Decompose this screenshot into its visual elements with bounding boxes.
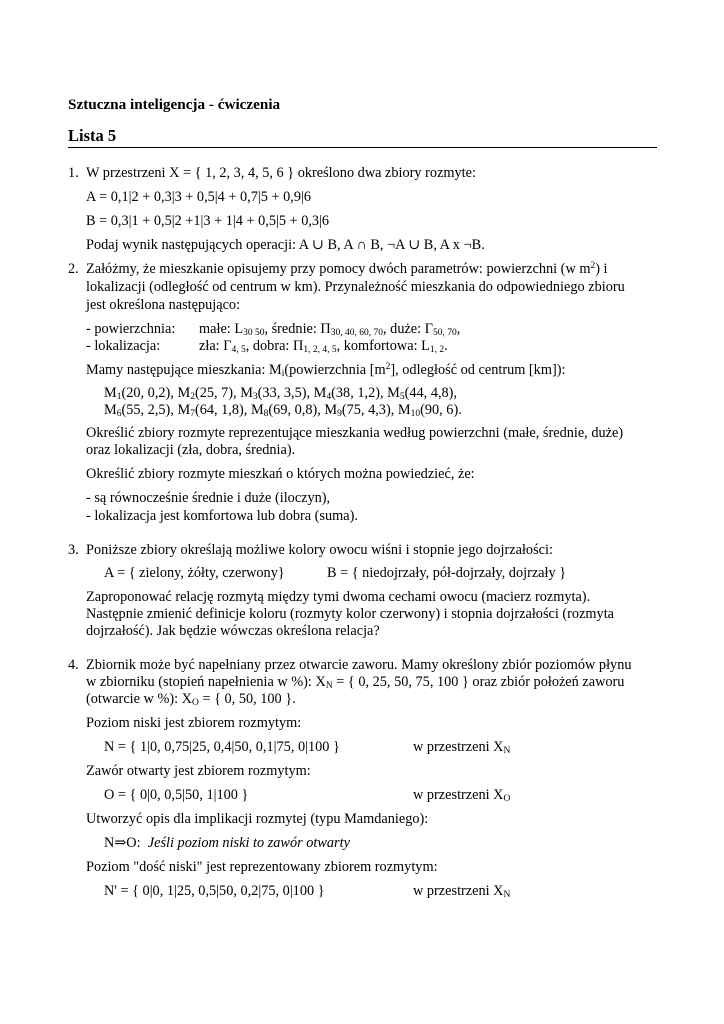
ex4-valve-set: O = { 0|0, 0,5|50, 1|100 } bbox=[104, 787, 249, 803]
ex1-intro: W przestrzeni X = { 1, 2, 3, 4, 5, 6 } określono dwa zbiory rozmyte: bbox=[86, 165, 476, 181]
ex4-valve-space-sub: O bbox=[503, 794, 511, 804]
area-medium: , średnie: Π bbox=[264, 321, 331, 337]
ex3-number: 3. bbox=[68, 542, 79, 558]
apartment-values: (38, 1,2), bbox=[331, 385, 388, 401]
apartment-symbol: M bbox=[397, 402, 411, 418]
ex4-valve-space-text: w przestrzeni X bbox=[413, 787, 504, 803]
apartment-values: (44, 4,8), bbox=[404, 385, 458, 401]
loc-good: , dobra: Π bbox=[245, 338, 304, 354]
ex4-valve-intro: Zawór otwarty jest zbiorem rozmytym: bbox=[86, 763, 311, 779]
ex4-fair-space-sub: N bbox=[503, 890, 511, 900]
ex4-intro3-sub: O bbox=[192, 698, 199, 708]
ex4-intro2-a: w zbiorniku (stopień napełnienia w %): X bbox=[86, 674, 326, 690]
apts-intro-a: Mamy następujące mieszkania: M bbox=[86, 362, 282, 378]
apartment-index: 1 bbox=[116, 392, 122, 402]
ex2-intro-sup: 2 bbox=[590, 261, 596, 271]
ex4-impl-rule bbox=[104, 835, 350, 852]
apts-intro-sup: 2 bbox=[385, 362, 391, 372]
apartment-symbol: M bbox=[104, 402, 117, 418]
ex3-task-line1: Zaproponować relację rozmytą między tymi dwoma cechami owocu (macierz rozmyta). bbox=[86, 589, 591, 605]
apartment-entry bbox=[240, 385, 313, 401]
apartment-index: 7 bbox=[190, 409, 195, 419]
apts-intro-index: i bbox=[281, 369, 285, 379]
apartment-entry bbox=[104, 402, 177, 418]
ex4-number: 4. bbox=[68, 657, 79, 673]
ex2-loc-label: - lokalizacja: bbox=[86, 338, 161, 354]
ex1-set-b: B = 0,3|1 + 0,5|2 +1|3 + 1|4 + 0,5|5 + 0,3|6 bbox=[86, 213, 330, 229]
loc-bad-params: 4, 5 bbox=[231, 345, 246, 355]
loc-comfort: , komfortowa: L bbox=[336, 338, 430, 354]
apartment-index: 4 bbox=[326, 392, 332, 402]
apartment-values: (25, 7), bbox=[194, 385, 241, 401]
ex2-condition2: - lokalizacja jest komfortowa lub dobra (suma). bbox=[86, 508, 358, 524]
ex4-valve-space bbox=[413, 787, 510, 804]
ex2-area-definition bbox=[199, 321, 460, 338]
apartment-entry bbox=[177, 402, 250, 418]
apartment-index: 9 bbox=[337, 409, 342, 419]
ex4-impl-symbol: N⇒O: bbox=[104, 835, 141, 851]
apartment-entry bbox=[177, 385, 240, 401]
ex2-area-label: - powierzchnia: bbox=[86, 321, 176, 337]
ex2-intro-line3: jest określona następująco: bbox=[86, 297, 241, 313]
loc-good-params: 1, 2, 4, 5 bbox=[303, 345, 337, 355]
ex4-low-space-sub: N bbox=[503, 746, 511, 756]
loc-bad: zła: Γ bbox=[199, 338, 232, 354]
ex4-intro2-b: = { 0, 25, 50, 75, 100 } oraz zbiór położeń zaworu bbox=[332, 674, 625, 690]
ex4-low-set: N = { 1|0, 0,75|25, 0,4|50, 0,1|75, 0|100 } bbox=[104, 739, 340, 755]
apartment-entry bbox=[314, 385, 387, 401]
apartment-index: 8 bbox=[263, 409, 269, 419]
apartment-symbol: M bbox=[324, 402, 338, 418]
ex1-set-a: A = 0,1|2 + 0,3|3 + 0,5|4 + 0,7|5 + 0,9|6 bbox=[86, 189, 312, 205]
ex2-apartments-row2 bbox=[104, 402, 462, 419]
ex4-impl-text: Jeśli poziom niski to zawór otwarty bbox=[147, 835, 350, 851]
ex4-intro3-b: = { 0, 50, 100 }. bbox=[198, 691, 296, 707]
apts-intro-b: (powierzchnia [m bbox=[284, 362, 386, 378]
apartment-symbol: M bbox=[177, 385, 191, 401]
apartment-values: (20, 0,2), bbox=[121, 385, 178, 401]
area-large: , duże: Γ bbox=[383, 321, 433, 337]
ex2-loc-definition bbox=[199, 338, 448, 355]
apartment-values: (55, 2,5), bbox=[121, 402, 178, 418]
area-medium-params: 30, 40, 60, 70 bbox=[330, 328, 384, 338]
ex3-intro: Poniższe zbiory określają możliwe kolory owocu wiśni i stopnie jego dojrzałości: bbox=[86, 542, 553, 558]
ex4-impl-intro: Utworzyć opis dla implikacji rozmytej (typu Mamdaniego): bbox=[86, 811, 429, 827]
ex4-intro-line1: Zbiornik może być napełniany przez otwarcie zaworu. Mamy określony zbiór poziomów płynu bbox=[86, 657, 632, 673]
apts-intro-c: ], odległość od centrum [km]): bbox=[390, 362, 566, 378]
area-large-params: 50, 70 bbox=[432, 328, 457, 338]
apartment-symbol: M bbox=[387, 385, 400, 401]
loc-end: . bbox=[444, 338, 448, 354]
apartment-entry bbox=[251, 402, 324, 418]
header-divider bbox=[68, 147, 657, 148]
ex2-intro-end: ) i bbox=[595, 261, 608, 277]
apartment-index: 3 bbox=[252, 392, 258, 402]
apartment-index: 2 bbox=[190, 392, 195, 402]
apartment-symbol: M bbox=[250, 402, 264, 418]
ex3-set-b: B = { niedojrzały, pół-dojrzały, dojrzały } bbox=[327, 565, 567, 581]
apartment-symbol: M bbox=[177, 402, 191, 418]
ex2-number: 2. bbox=[68, 261, 79, 277]
apartment-entry bbox=[387, 385, 457, 401]
ex4-fair-set: N' = { 0|0, 1|25, 0,5|50, 0,2|75, 0|100 } bbox=[104, 883, 325, 899]
ex2-apartments-intro bbox=[86, 362, 565, 379]
ex1-task: Podaj wynik następujących operacji: A ∪ B, A ∩ B, ¬A ∪ B, A x ¬B. bbox=[86, 237, 485, 253]
apartment-entry bbox=[324, 402, 397, 418]
ex4-low-intro: Poziom niski jest zbiorem rozmytym: bbox=[86, 715, 302, 731]
apartment-values: (75, 4,3), bbox=[341, 402, 398, 418]
apartment-index: 5 bbox=[399, 392, 405, 402]
ex3-task-line2: Następnie zmienić definicje koloru (rozmyty kolor czerwony) i stopnia dojrzałości (rozmyta bbox=[86, 606, 615, 622]
apartment-entry bbox=[104, 385, 177, 401]
apartment-symbol: M bbox=[240, 385, 253, 401]
apartment-index: 6 bbox=[116, 409, 122, 419]
apartment-entry bbox=[398, 402, 462, 418]
ex4-intro2-sub: N bbox=[325, 681, 333, 691]
ex4-fair-space bbox=[413, 883, 510, 900]
ex1-number: 1. bbox=[68, 165, 79, 181]
ex4-intro-line3 bbox=[86, 691, 296, 708]
apartment-values: (33, 3,5), bbox=[257, 385, 314, 401]
area-small: małe: L bbox=[199, 321, 244, 337]
ex2-intro-line2: lokalizacji (odległość od centrum w km). Przynależność mieszkania do odpowiedniego zbioru bbox=[86, 279, 625, 295]
loc-comfort-params: 1, 2 bbox=[429, 345, 445, 355]
area-small-params: 30 50 bbox=[243, 328, 265, 338]
ex4-low-space bbox=[413, 739, 510, 756]
apartment-values: (90, 6). bbox=[420, 402, 462, 418]
ex2-apartments-row1 bbox=[104, 385, 457, 402]
ex4-intro3-a: (otwarcie w %): X bbox=[86, 691, 192, 707]
ex4-intro-line2 bbox=[86, 674, 624, 691]
ex2-task1-line1: Określić zbiory rozmyte reprezentujące mieszkania według powierzchni (małe, średnie, duże) bbox=[86, 425, 624, 441]
apartment-values: (69, 0,8), bbox=[268, 402, 325, 418]
ex2-intro-line1 bbox=[86, 261, 608, 278]
apartment-symbol: M bbox=[313, 385, 327, 401]
list-title: Lista 5 bbox=[68, 126, 117, 145]
ex4-fair-intro: Poziom "dość niski" jest reprezentowany zbiorem rozmytym: bbox=[86, 859, 438, 875]
ex4-low-space-text: w przestrzeni X bbox=[413, 739, 504, 755]
apartment-values: (64, 1,8), bbox=[194, 402, 251, 418]
ex2-intro-text: Załóżmy, że mieszkanie opisujemy przy pomocy dwóch parametrów: powierzchni (w m bbox=[86, 261, 591, 277]
ex2-condition1: - są równocześnie średnie i duże (iloczyn), bbox=[86, 490, 331, 506]
apartment-index: 10 bbox=[410, 409, 421, 419]
apartment-symbol: M bbox=[104, 385, 117, 401]
ex3-set-a: A = { zielony, żółty, czerwony} bbox=[104, 565, 285, 581]
ex3-task-line3: dojrzałość). Jak będzie wówczas określona relacja? bbox=[86, 623, 380, 639]
ex4-fair-space-text: w przestrzeni X bbox=[413, 883, 504, 899]
area-end: , bbox=[456, 321, 461, 337]
ex2-task1-line2: oraz lokalizacji (zła, dobra, średnia). bbox=[86, 442, 296, 458]
ex2-task2: Określić zbiory rozmyte mieszkań o których można powiedzieć, że: bbox=[86, 466, 475, 482]
course-title: Sztuczna inteligencja - ćwiczenia bbox=[68, 96, 281, 113]
